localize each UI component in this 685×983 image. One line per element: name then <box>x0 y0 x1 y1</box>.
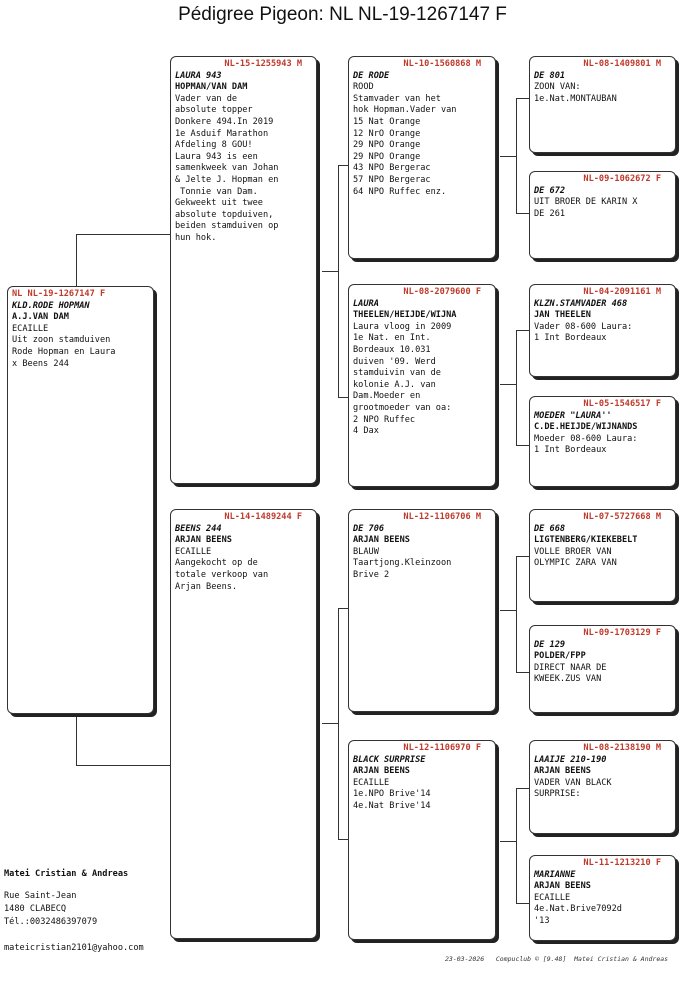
connector <box>516 98 530 99</box>
pigeon-name: LAURA 943 <box>175 70 222 81</box>
page-title: Pédigree Pigeon: NL NL-19-1267147 F <box>178 4 507 25</box>
note-line: ECAILLE <box>534 892 571 903</box>
note-line: Gekweekt uit twee <box>175 198 263 209</box>
note-line: 12 NrO Orange <box>353 128 421 139</box>
owner-name: ARJAN BEENS <box>534 766 591 777</box>
pigeon-name: MARIANNE <box>534 869 576 880</box>
connector <box>516 556 530 557</box>
note-line: 1 Int Bordeaux <box>534 445 607 456</box>
note-line: ROOD <box>353 82 374 93</box>
note-line: Vader van de <box>175 93 238 104</box>
note-line: OLYMPIC ZARA VAN <box>534 558 617 569</box>
connector <box>338 608 339 839</box>
card-subject[interactable] <box>7 286 154 714</box>
pigeon-name: MOEDER "LAURA'' <box>534 410 612 421</box>
ring-number: NL-12-1106970 F <box>403 743 481 753</box>
note-line: 4 Dax <box>353 426 379 437</box>
ring-number: NL-08-1409801 M <box>583 59 661 69</box>
note-line: Bordeaux 10.031 <box>353 344 431 355</box>
ring-number: NL NL-19-1267147 F <box>12 289 106 299</box>
note-line: Aangekocht op de <box>175 558 258 569</box>
connector <box>500 384 516 385</box>
owner-name: THEELEN/HEIJDE/WIJNA <box>353 310 457 321</box>
note-line: x Beens 244 <box>12 358 69 369</box>
pigeon-name: DE RODE <box>353 70 390 81</box>
pigeon-name: DE 801 <box>534 70 566 81</box>
pigeon-name: LAAIJE 210-190 <box>534 754 607 765</box>
pigeon-name: BEENS 244 <box>175 523 222 534</box>
note-line: ECAILLE <box>12 323 49 334</box>
owner-name: C.DE.HEIJDE/WIJNANDS <box>534 422 638 433</box>
connector <box>516 213 530 214</box>
ring-number: NL-09-1062672 F <box>583 174 661 184</box>
note-line: Laura vloog in 2009 <box>353 321 452 332</box>
note-line: Donkere 494.In 2019 <box>175 116 274 127</box>
card-paternal-grandmother[interactable] <box>348 284 496 487</box>
connector <box>516 556 517 672</box>
note-line: 4e.Nat.Brive7092d <box>534 904 622 915</box>
ring-number: NL-08-2138190 M <box>583 743 661 753</box>
note-line: Tonnie van Dam. <box>175 186 258 197</box>
owner-name: ARJAN BEENS <box>353 766 410 777</box>
pigeon-name: DE 668 <box>534 523 566 534</box>
owner-name: ARJAN BEENS <box>353 535 410 546</box>
card-father[interactable] <box>170 56 317 484</box>
pigeon-name: KLZN.STAMVADER 468 <box>534 298 628 309</box>
note-line: DE 261 <box>534 208 566 219</box>
note-line: VADER VAN BLACK <box>534 777 612 788</box>
owner-name: ARJAN BEENS <box>534 881 591 892</box>
note-line: grootmoeder van oa: <box>353 402 452 413</box>
note-line: 2 NPO Ruffec <box>353 414 416 425</box>
ring-number: NL-04-2091161 M <box>583 287 661 297</box>
ring-number: NL-08-2079600 F <box>403 287 481 297</box>
connector <box>76 765 172 766</box>
note-line: KWEEK.ZUS VAN <box>534 674 602 685</box>
note-line: 1 Int Bordeaux <box>534 333 607 344</box>
note-line: 1e Asduif Marathon <box>175 128 269 139</box>
connector <box>516 672 530 673</box>
pigeon-name: LAURA <box>353 298 379 309</box>
note-line: '13 <box>534 915 550 926</box>
note-line: SURPRISE: <box>534 789 581 800</box>
breeder-name: Matei Cristian & Andreas <box>4 869 129 879</box>
ring-number: NL-14-1489244 F <box>224 512 302 522</box>
footer-text: 23-03-2026 Compuclub © [9.48] Matei Cristian & Andreas <box>445 955 669 963</box>
note-line: Dam.Moeder en <box>353 391 421 402</box>
ring-number: NL-12-1106706 M <box>403 512 481 522</box>
note-line: duiven '09. Werd <box>353 356 436 367</box>
ring-number: NL-15-1255943 M <box>224 59 302 69</box>
note-line: 64 NPO Ruffec enz. <box>353 186 447 197</box>
note-line: BLAUW <box>353 546 379 557</box>
card-paternal-grandfather[interactable] <box>348 56 496 259</box>
card-ggp-mff[interactable] <box>529 509 676 602</box>
ring-number: NL-11-1213210 F <box>583 858 661 868</box>
card-ggp-mfm[interactable] <box>529 625 676 713</box>
note-line: ECAILLE <box>353 777 390 788</box>
note-line: 1e.NPO Brive'14 <box>353 789 431 800</box>
connector <box>516 330 530 331</box>
note-line: UIT BROER DE KARIN X <box>534 197 638 208</box>
connector <box>76 234 77 286</box>
connector <box>76 714 77 765</box>
connector <box>500 156 516 157</box>
pigeon-name: BLACK SURPRISE <box>353 754 426 765</box>
note-line: kolonie A.J. van <box>353 379 436 390</box>
owner-name: LIGTENBERG/KIEKEBELT <box>534 535 638 546</box>
owner-name: POLDER/FPP <box>534 651 586 662</box>
pigeon-name: DE 129 <box>534 639 566 650</box>
note-line: 1e.Nat.MONTAUBAN <box>534 93 617 104</box>
connector <box>516 98 517 213</box>
note-line: Laura 943 is een <box>175 151 258 162</box>
breeder-city: 1480 CLABECQ <box>4 904 67 914</box>
note-line: 43 NPO Bergerac <box>353 163 431 174</box>
note-line: ECAILLE <box>175 546 212 557</box>
ring-number: NL-10-1560868 M <box>403 59 481 69</box>
pigeon-name: KLD.RODE HOPMAN <box>12 300 90 311</box>
connector <box>516 330 517 445</box>
note-line: 15 Nat Orange <box>353 116 421 127</box>
note-line: & Jelte J. Hopman en <box>175 174 279 185</box>
note-line: ZOON VAN: <box>534 82 581 93</box>
note-line: Rode Hopman en Laura <box>12 346 116 357</box>
note-line: 4e.Nat Brive'14 <box>353 800 431 811</box>
note-line: totale verkoop van <box>175 569 269 580</box>
note-line: hok Hopman.Vader van <box>353 105 457 116</box>
connector <box>516 788 530 789</box>
connector <box>516 445 530 446</box>
connector <box>322 271 338 272</box>
card-ggp-fmm[interactable] <box>529 396 676 487</box>
note-line: 29 NPO Orange <box>353 140 421 151</box>
ring-number: NL-07-5727668 M <box>583 512 661 522</box>
note-line: Arjan Beens. <box>175 581 238 592</box>
note-line: Vader 08-600 Laura: <box>534 321 633 332</box>
card-ggp-fff[interactable] <box>529 56 676 153</box>
connector <box>516 903 530 904</box>
note-line: Taartjong.Kleinzoon <box>353 558 452 569</box>
ring-number: NL-09-1703129 F <box>583 628 661 638</box>
card-maternal-grandmother[interactable] <box>348 740 496 940</box>
card-maternal-grandfather[interactable] <box>348 509 496 712</box>
note-line: Moeder 08-600 Laura: <box>534 433 638 444</box>
pigeon-name: DE 706 <box>353 523 385 534</box>
note-line: VOLLE BROER VAN <box>534 546 612 557</box>
connector <box>338 165 339 397</box>
note-line: stamduivin van de <box>353 368 441 379</box>
card-ggp-mmf[interactable] <box>529 740 676 834</box>
card-ggp-ffm[interactable] <box>529 171 676 259</box>
connector <box>76 234 172 235</box>
breeder-email: mateicristian2101@yahoo.com <box>4 943 144 953</box>
note-line: Brive 2 <box>353 569 390 580</box>
owner-name: JAN THEELEN <box>534 310 591 321</box>
note-line: Uit zoon stamduiven <box>12 335 111 346</box>
note-line: samenkweek van Johan <box>175 163 279 174</box>
pigeon-name: DE 672 <box>534 185 566 196</box>
owner-name: A.J.VAN DAM <box>12 312 69 323</box>
note-line: absolute topduiven, <box>175 209 274 220</box>
ring-number: NL-05-1546517 F <box>583 399 661 409</box>
note-line: hun hok. <box>175 232 217 243</box>
breeder-phone: Tél.:0032486397079 <box>4 917 98 927</box>
connector <box>322 723 338 724</box>
connector <box>516 788 517 903</box>
note-line: 1e Nat. en Int. <box>353 333 431 344</box>
note-line: DIRECT NAAR DE <box>534 662 607 673</box>
card-mother[interactable] <box>170 509 317 939</box>
owner-name: ARJAN BEENS <box>175 535 232 546</box>
note-line: Stamvader van het <box>353 93 441 104</box>
connector <box>500 841 516 842</box>
breeder-street: Rue Saint-Jean <box>4 891 77 901</box>
note-line: 57 NPO Bergerac <box>353 174 431 185</box>
card-ggp-mmm[interactable] <box>529 855 676 941</box>
connector <box>500 610 516 611</box>
card-ggp-fmf[interactable] <box>529 284 676 377</box>
note-line: beiden stamduiven op <box>175 221 279 232</box>
owner-name: HOPMAN/VAN DAM <box>175 82 248 93</box>
breeder-info <box>4 868 144 955</box>
note-line: absolute topper <box>175 105 253 116</box>
note-line: 29 NPO Orange <box>353 151 421 162</box>
note-line: Afdeling 8 GOU! <box>175 140 253 151</box>
